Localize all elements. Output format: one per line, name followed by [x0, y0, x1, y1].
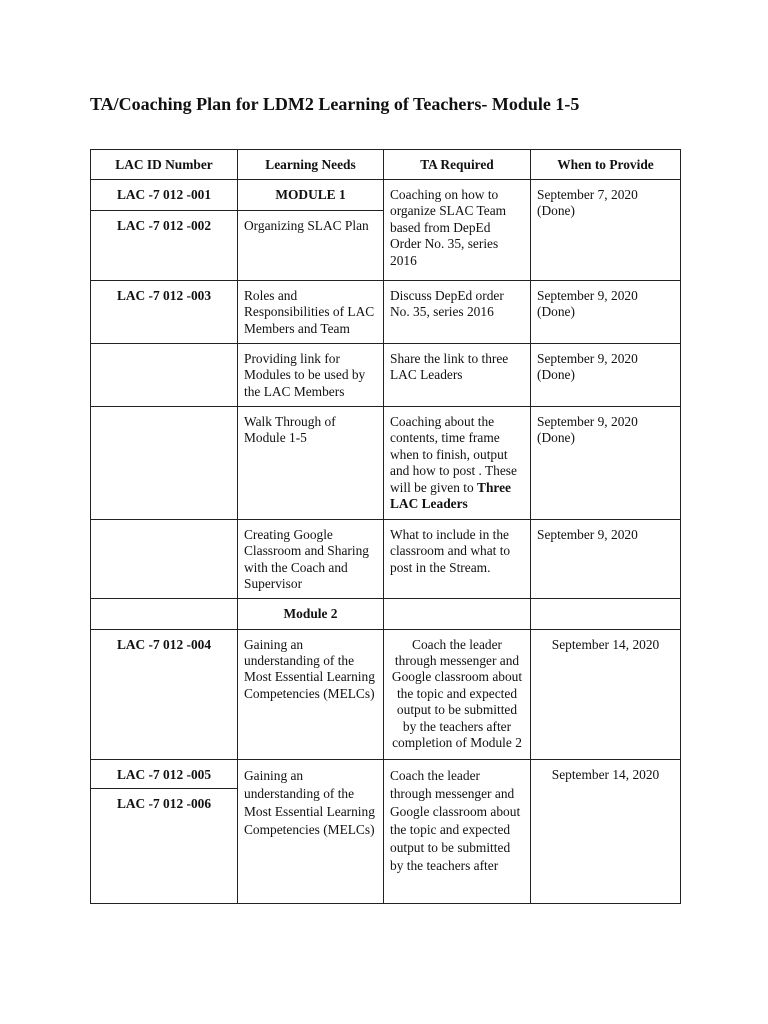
lac-id-cell: LAC -7 012 -006	[91, 789, 238, 904]
table-row	[91, 344, 681, 407]
header-when-to-provide: When to Provide	[531, 150, 681, 180]
lac-id-cell: LAC -7 012 -001	[91, 180, 238, 211]
learning-need-cell: Roles and Responsibilities of LAC Members and Team	[238, 281, 384, 344]
when-cell: September 14, 2020	[531, 629, 681, 759]
when-cell: September 9, 2020 (Done)	[531, 281, 681, 344]
header-lac-id: LAC ID Number	[91, 150, 238, 180]
ta-required-cell: Share the link to three LAC Leaders	[384, 344, 531, 407]
table-header-row	[91, 150, 681, 180]
ta-required-cell: Coach the leader through messenger and Google classroom about the topic and expected output to be submitted by the teachers after	[384, 759, 531, 903]
module-heading: Module 2	[238, 598, 384, 629]
lac-id-cell	[91, 598, 238, 629]
learning-need-cell: Creating Google Classroom and Sharing with the Coach and Supervisor	[238, 520, 384, 599]
table-row	[91, 759, 681, 788]
when-cell: September 7, 2020 (Done)	[531, 180, 681, 281]
table-row	[91, 180, 681, 211]
lac-id-cell: LAC -7 012 -003	[91, 281, 238, 344]
ta-bold-text: Three LAC Leaders	[390, 479, 511, 512]
header-ta-required: TA Required	[384, 150, 531, 180]
when-cell	[531, 598, 681, 629]
table-row	[91, 407, 681, 520]
lac-id-cell	[91, 407, 238, 520]
table-row	[91, 520, 681, 599]
coaching-plan-table	[90, 149, 681, 904]
lac-id-cell: LAC -7 012 -002	[91, 211, 238, 281]
header-learning-needs: Learning Needs	[238, 150, 384, 180]
lac-id-cell	[91, 344, 238, 407]
module-heading: MODULE 1	[238, 180, 384, 211]
when-cell: September 9, 2020	[531, 520, 681, 599]
ta-required-cell: Coaching on how to organize SLAC Team based from DepEd Order No. 35, series 2016	[384, 180, 531, 281]
table-row	[91, 598, 681, 629]
ta-required-cell	[384, 598, 531, 629]
learning-need-cell: Gaining an understanding of the Most Essential Learning Competencies (MELCs)	[238, 629, 384, 759]
when-cell: September 9, 2020 (Done)	[531, 407, 681, 520]
when-cell: September 9, 2020 (Done)	[531, 344, 681, 407]
ta-text: Coaching about the contents, time frame when to finish, output and how to post . These will be given to	[390, 414, 517, 495]
lac-id-cell: LAC -7 012 -004	[91, 629, 238, 759]
when-cell: September 14, 2020	[531, 759, 681, 903]
learning-need-cell: Providing link for Modules to be used by the LAC Members	[238, 344, 384, 407]
table-row	[91, 281, 681, 344]
lac-id-cell: LAC -7 012 -005	[91, 759, 238, 788]
lac-id-cell	[91, 520, 238, 599]
document-title: TA/Coaching Plan for LDM2 Learning of Teachers- Module 1-5	[90, 94, 580, 114]
learning-need-cell: Walk Through of Module 1-5	[238, 407, 384, 520]
learning-need-cell: Organizing SLAC Plan	[238, 211, 384, 281]
ta-required-cell: What to include in the classroom and what to post in the Stream.	[384, 520, 531, 599]
ta-required-cell: Discuss DepEd order No. 35, series 2016	[384, 281, 531, 344]
ta-required-cell: Coach the leader through messenger and Google classroom about the topic and expected output to be submitted by the teachers after completion of Module 2	[384, 629, 531, 759]
table-row	[91, 629, 681, 759]
learning-need-cell: Gaining an understanding of the Most Essential Learning Competencies (MELCs)	[238, 759, 384, 903]
ta-required-cell	[384, 407, 531, 520]
